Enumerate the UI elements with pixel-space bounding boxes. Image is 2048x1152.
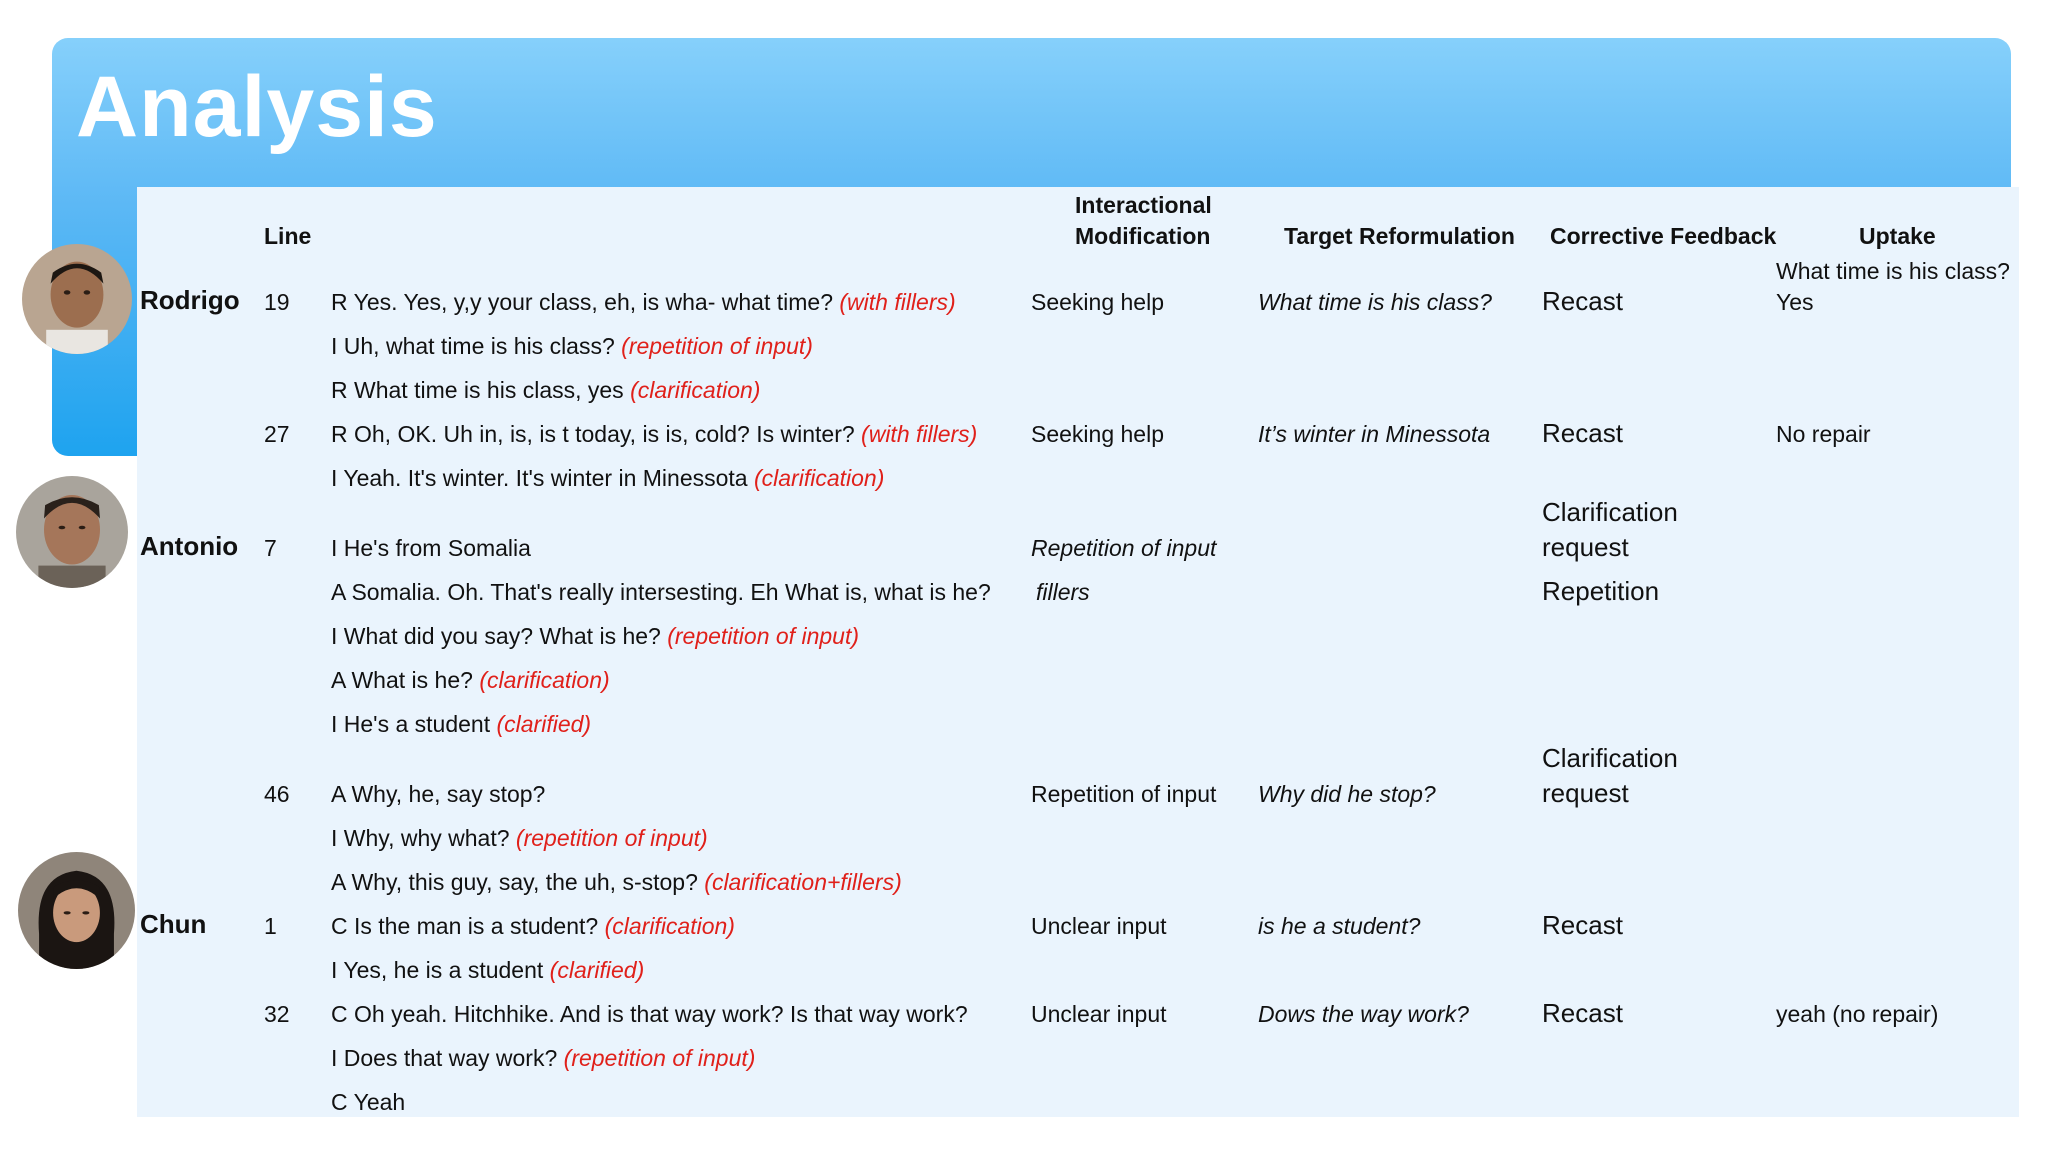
dialogue-line: A Why, this guy, say, the uh, s-stop? (clarification+fillers) xyxy=(331,869,902,895)
line-number: 7 xyxy=(264,535,277,561)
uptake-cell: yeah (no repair) xyxy=(1776,1001,1939,1027)
corrective-cell: Clarification xyxy=(1542,743,1678,773)
target-cell: is he a student? xyxy=(1258,913,1421,939)
interactional-cell: Seeking help xyxy=(1031,421,1164,447)
header-interactional-2: Modification xyxy=(1075,223,1211,249)
header-interactional-1: Interactional xyxy=(1075,192,1212,218)
header-target-reformulation: Target Reformulation xyxy=(1284,223,1515,249)
dialogue-line: I Uh, what time is his class? (repetition of input) xyxy=(331,333,813,359)
dialogue-line: I He's a student (clarified) xyxy=(331,711,592,737)
interactional-cell: Unclear input xyxy=(1031,1001,1167,1027)
corrective-cell: Recast xyxy=(1542,998,1623,1028)
name-antonio: Antonio xyxy=(140,531,239,561)
header-line: Line xyxy=(264,223,312,249)
line-number: 32 xyxy=(264,1001,290,1027)
corrective-cell: request xyxy=(1542,778,1629,808)
line-number: 19 xyxy=(264,289,290,315)
line-number: 46 xyxy=(264,781,290,807)
interactional-cell: Repetition of input xyxy=(1031,535,1217,561)
line-number: 27 xyxy=(264,421,290,447)
dialogue-line: A Why, he, say stop? xyxy=(331,781,546,807)
corrective-cell: request xyxy=(1542,532,1629,562)
corrective-cell: Repetition xyxy=(1542,576,1660,606)
dialogue-line: R What time is his class, yes (clarification) xyxy=(331,377,761,403)
uptake-cell: What time is his class? xyxy=(1776,258,2010,284)
target-cell: Dows the way work? xyxy=(1258,1001,1469,1027)
target-cell: It’s winter in Minessota xyxy=(1258,421,1491,447)
corrective-cell: Recast xyxy=(1542,418,1623,448)
target-cell: Why did he stop? xyxy=(1258,781,1436,807)
line-number: 1 xyxy=(264,913,277,939)
interactional-cell: Seeking help xyxy=(1031,289,1164,315)
slide-title: Analysis xyxy=(76,59,438,155)
interactional-cell: Repetition of input xyxy=(1031,781,1217,807)
dialogue-line: I He's from Somalia xyxy=(331,535,531,561)
dialogue-line: C Oh yeah. Hitchhike. And is that way work? Is that way work? xyxy=(331,1001,968,1027)
dialogue-line: I Yeah. It's winter. It's winter in Minessota (clarification) xyxy=(331,465,885,491)
dialogue-line: I Why, why what? (repetition of input) xyxy=(331,825,708,851)
name-chun: Chun xyxy=(140,909,207,939)
dialogue-line: C Is the man is a student? (clarification) xyxy=(331,913,735,939)
target-cell: What time is his class? xyxy=(1258,289,1492,315)
header-corrective-feedback: Corrective Feedback xyxy=(1550,223,1777,249)
dialogue-line: A What is he? (clarification) xyxy=(331,667,610,693)
interactional-cell: fillers xyxy=(1036,579,1090,605)
corrective-cell: Clarification xyxy=(1542,497,1678,527)
avatar-chun xyxy=(18,852,135,969)
dialogue-line: I What did you say? What is he? (repetition of input) xyxy=(331,623,859,649)
avatar-antonio xyxy=(16,476,128,588)
uptake-cell: No repair xyxy=(1776,421,1871,447)
corrective-cell: Recast xyxy=(1542,910,1623,940)
dialogue-line: A Somalia. Oh. That's really intersesting. Eh What is, what is he? xyxy=(331,579,991,605)
header-uptake: Uptake xyxy=(1859,223,1936,249)
avatar-rodrigo xyxy=(22,244,132,354)
dialogue-line: R Oh, OK. Uh in, is, is t today, is is, cold? Is winter? (with fillers) xyxy=(331,421,978,447)
corrective-cell: Recast xyxy=(1542,286,1623,316)
interactional-cell: Unclear input xyxy=(1031,913,1167,939)
dialogue-line: C Yeah xyxy=(331,1089,406,1115)
uptake-cell: Yes xyxy=(1776,289,1814,315)
dialogue-line: R Yes. Yes, y,y your class, eh, is wha- what time? (with fillers) xyxy=(331,289,956,315)
dialogue-line: I Does that way work? (repetition of input) xyxy=(331,1045,756,1071)
name-rodrigo: Rodrigo xyxy=(140,285,240,315)
dialogue-line: I Yes, he is a student (clarified) xyxy=(331,957,645,983)
